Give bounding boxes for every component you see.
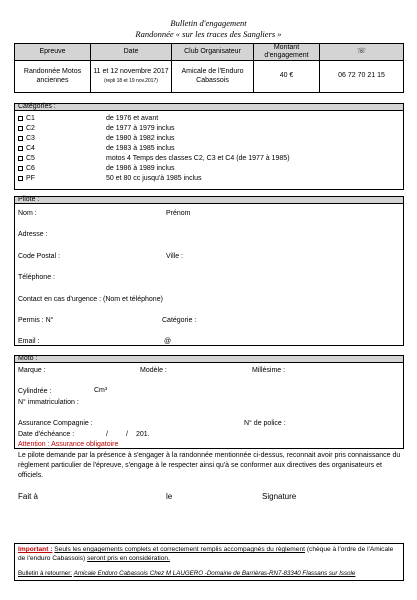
immatriculation-label[interactable]: N° immatriculation : — [18, 399, 79, 406]
category-c4[interactable] — [18, 144, 35, 153]
event-table-row — [14, 60, 404, 93]
category-name: C6 — [26, 165, 35, 172]
nom-label[interactable]: Nom : — [18, 210, 37, 217]
important-text-3: seront pris en considération. — [87, 555, 170, 562]
categories-title: Catégories : — [18, 103, 56, 110]
cell-phone: 06 72 70 21 15 — [338, 72, 385, 80]
millesime-label[interactable]: Millésime : — [252, 367, 286, 374]
cell-club: Amicale de l'Enduro Cabassois — [172, 61, 254, 92]
important-label: Important : — [18, 546, 53, 553]
phone-icon: ☏ — [357, 47, 366, 55]
echeance-year: 201. — [136, 431, 150, 438]
category-name: C4 — [26, 145, 35, 152]
checkbox[interactable] — [18, 166, 23, 171]
form-subtitle: Randonnée « sur les traces des Sangliers » — [135, 29, 282, 39]
attention-notice: Attention : Assurance obligatoire — [18, 441, 119, 448]
category-name: C5 — [26, 155, 35, 162]
event-table-header — [14, 43, 404, 61]
ville-label[interactable]: Ville : — [166, 253, 183, 260]
echeance-slash: / — [126, 431, 128, 438]
echeance-slash: / — [106, 431, 108, 438]
permis-label[interactable]: Permis : N° — [18, 317, 54, 324]
important-text-2: (chèque à l'ordre de l'Amicale de l'enduro Cabassois) — [18, 546, 394, 562]
checkbox[interactable] — [18, 136, 23, 141]
pilote-section — [14, 196, 404, 346]
cell-date — [91, 61, 172, 92]
signature-label[interactable]: Signature — [262, 492, 297, 501]
category-name: PF — [26, 175, 35, 182]
category-desc: de 1977 à 1979 inclus — [106, 125, 175, 132]
category-c5[interactable] — [18, 154, 35, 163]
date-text: 11 et 12 novembre 2017 — [93, 68, 169, 75]
header-epreuve: Epreuve — [15, 44, 91, 60]
declaration-text: Le pilote demande par la présence à s'engager à la randonnée mentionnée ci-dessus, reconnait avoir pris connaissance du règlement particulier de l'épreuve, s'engage à le respecter ainsi qu'à se conformer aux directives des organisateurs et officiels. — [18, 452, 401, 479]
modele-label[interactable]: Modèle : — [140, 367, 167, 374]
category-desc: 50 et 80 cc jusqu'à 1985 inclus — [106, 175, 202, 182]
important-notice — [18, 545, 402, 563]
category-c2[interactable] — [18, 124, 35, 133]
checkbox[interactable] — [18, 126, 23, 131]
prenom-label[interactable]: Prénom — [166, 210, 191, 217]
header-date: Date — [91, 44, 172, 60]
code-postal-label[interactable]: Code Postal : — [18, 253, 61, 260]
category-name: C3 — [26, 135, 35, 142]
return-label: Bulletin à retourner: — [18, 570, 72, 577]
date-note: (repli 18 et 19 nov.2017) — [104, 77, 158, 84]
contact-urgence-label[interactable]: Contact en cas d'urgence : (Nom et téléphone) — [18, 296, 163, 303]
echeance-label[interactable]: Date d'échéance : — [18, 431, 75, 438]
category-pf[interactable] — [18, 174, 35, 183]
important-text: Seuls les engagements complets et correctement remplis accompagnés du règlement — [54, 546, 305, 553]
category-c3[interactable] — [18, 134, 35, 143]
categories-section — [14, 103, 404, 190]
category-name: C1 — [26, 115, 35, 122]
header-club: Club Organisateur — [172, 44, 254, 60]
moto-title: Moto : — [18, 355, 38, 362]
category-c6[interactable] — [18, 164, 35, 173]
category-desc: motos 4 Temps des classes C2, C3 et C4 (de 1977 à 1985) — [106, 155, 290, 162]
adresse-label[interactable]: Adresse : — [18, 231, 48, 238]
cell-epreuve: Randonnée Motos anciennes — [15, 61, 91, 92]
le-label[interactable]: le — [166, 492, 173, 501]
cm3-unit: Cm³ — [94, 387, 108, 394]
categorie-label[interactable]: Catégorie : — [162, 317, 197, 324]
return-address — [18, 569, 404, 578]
checkbox[interactable] — [18, 156, 23, 161]
at-sign: @ — [164, 338, 172, 345]
fait-a-label[interactable]: Fait à — [18, 492, 39, 501]
category-desc: de 1983 à 1985 inclus — [106, 145, 175, 152]
marque-label[interactable]: Marque : — [18, 367, 46, 374]
category-name: C2 — [26, 125, 35, 132]
cylindree-label[interactable]: Cylindrée : — [18, 388, 52, 395]
form-title: Bulletin d'engagement — [170, 18, 247, 28]
return-text: Amicale Enduro Cabassois Chez M LAUGERO -Domaine de Barrièras-RN7-83340 Flassans sur Issole — [73, 570, 356, 577]
pilote-title: Pilote : — [18, 196, 40, 203]
category-desc: de 1986 à 1989 inclus — [106, 165, 175, 172]
assurance-label[interactable]: Assurance Compagnie : — [18, 420, 93, 427]
telephone-label[interactable]: Téléphone : — [18, 274, 55, 281]
header-montant: Montant d'engagement — [254, 44, 320, 60]
email-label[interactable]: Email : — [18, 338, 40, 345]
checkbox[interactable] — [18, 116, 23, 121]
category-c1[interactable] — [18, 114, 35, 123]
category-desc: de 1980 à 1982 inclus — [106, 135, 175, 142]
category-desc: de 1976 et avant — [106, 115, 159, 122]
checkbox[interactable] — [18, 146, 23, 151]
cell-montant: 40 € — [254, 61, 320, 92]
police-label[interactable]: N° de police : — [244, 420, 286, 427]
checkbox[interactable] — [18, 176, 23, 181]
